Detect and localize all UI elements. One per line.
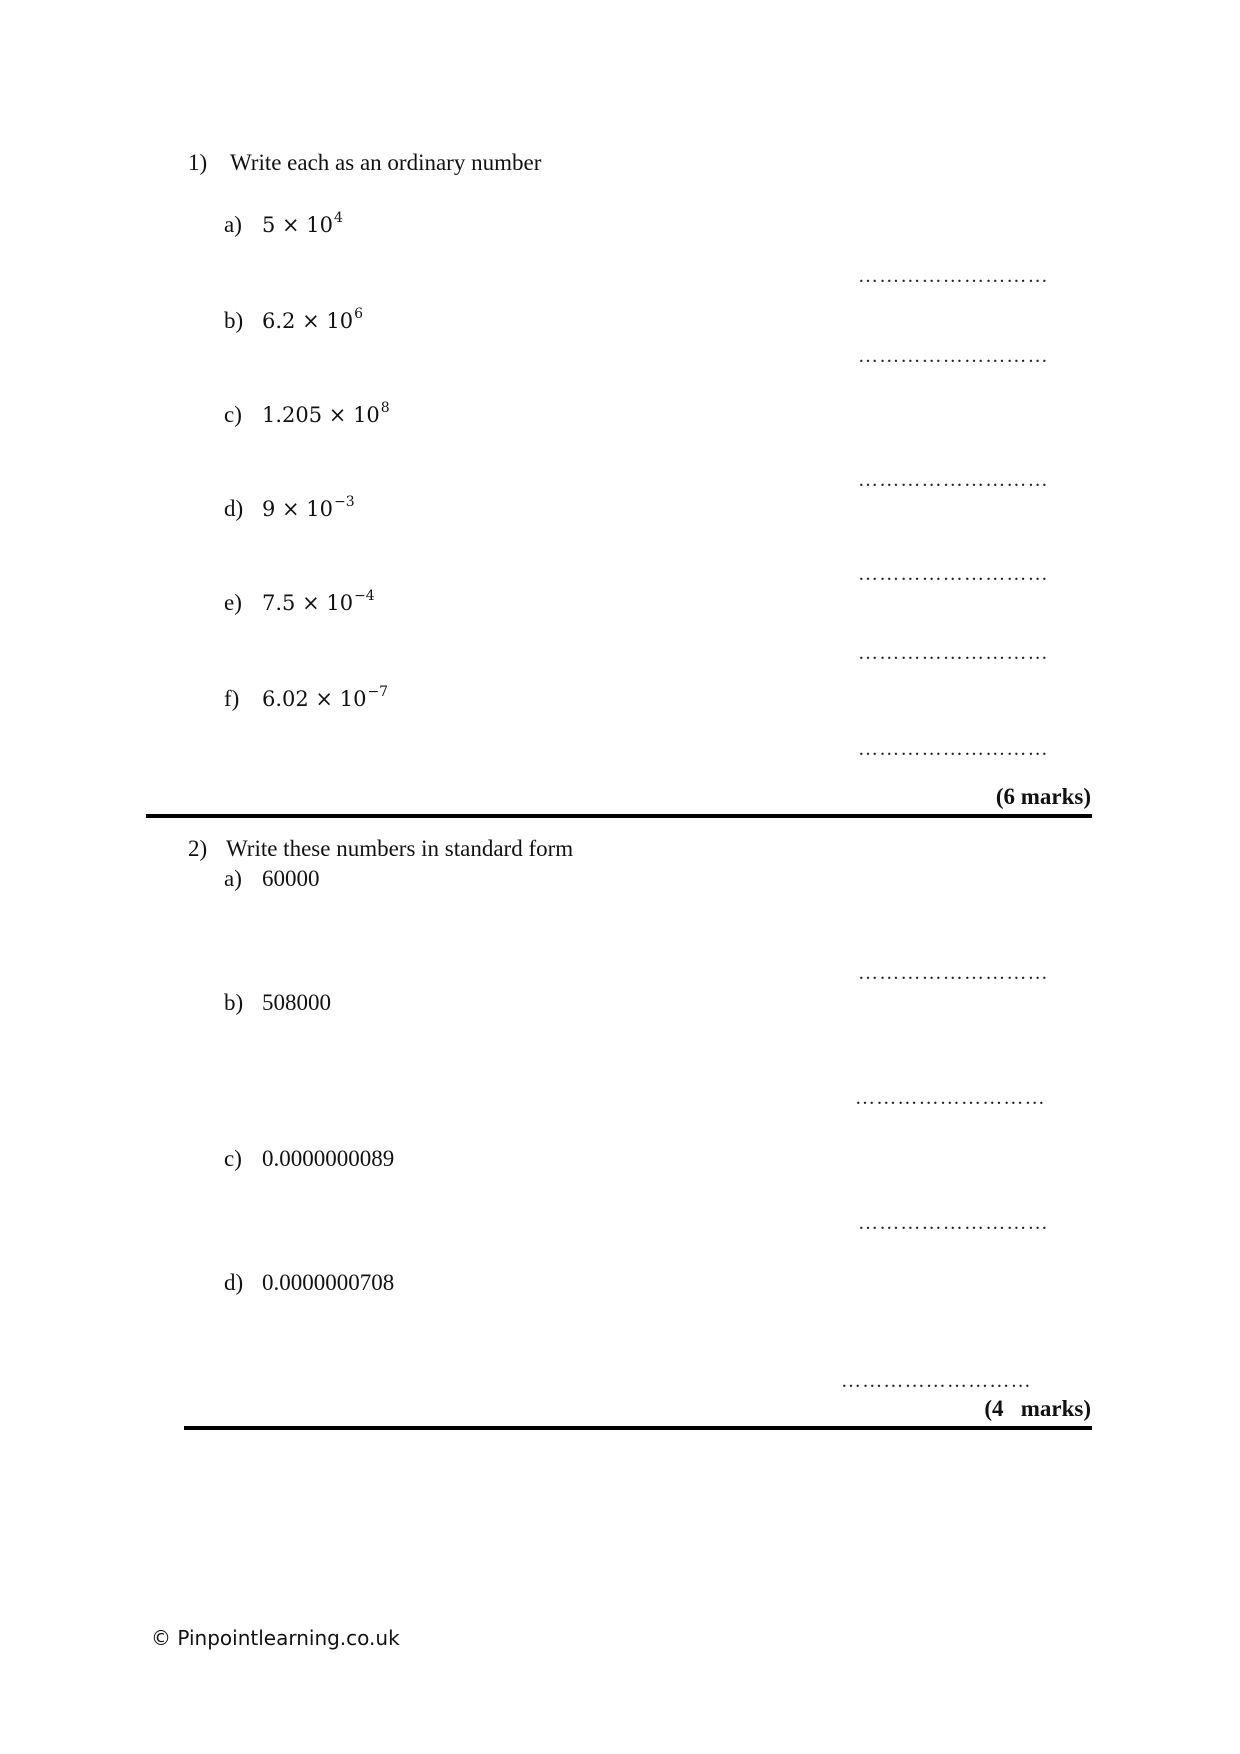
question-1-heading <box>188 150 541 176</box>
q1-marks: (6 marks) <box>995 784 1091 809</box>
answer-line[interactable]: ……………………… <box>858 345 1049 367</box>
expression: 6.2 × 10 <box>262 309 354 333</box>
q2-marks: (4 marks) <box>984 1396 1091 1421</box>
part-label: a) <box>224 212 242 237</box>
section-divider <box>146 814 1092 818</box>
question-title: Write these numbers in standard form <box>226 836 574 861</box>
exponent: −3 <box>334 494 355 510</box>
part-label: a) <box>224 866 242 891</box>
question-number: 1) <box>188 150 208 175</box>
part-label: d) <box>224 496 244 521</box>
q1-part-f <box>224 686 388 712</box>
question-2-heading <box>188 836 573 862</box>
answer-line[interactable]: ……………………… <box>858 962 1049 984</box>
expression: 6.02 × 10 <box>262 687 367 711</box>
answer-line[interactable]: ……………………… <box>841 1370 1032 1392</box>
part-label: b) <box>224 990 244 1015</box>
q1-part-d <box>224 496 355 522</box>
answer-line[interactable]: ……………………… <box>858 469 1049 491</box>
answer-line[interactable]: ……………………… <box>858 738 1049 760</box>
part-label: c) <box>224 1146 242 1171</box>
exponent: 6 <box>354 306 363 322</box>
question-title: Write each as an ordinary number <box>230 150 542 175</box>
value: 60000 <box>262 866 320 891</box>
part-label: c) <box>224 402 242 427</box>
part-label: f) <box>224 686 240 711</box>
answer-line[interactable]: ……………………… <box>858 642 1049 664</box>
q1-part-c <box>224 402 390 428</box>
expression: 7.5 × 10 <box>262 591 354 615</box>
q1-part-e <box>224 590 375 616</box>
expression: 1.205 × 10 <box>262 403 380 427</box>
q1-part-a <box>224 212 343 238</box>
part-label: d) <box>224 1270 244 1295</box>
q1-part-b <box>224 308 363 334</box>
q2-part-a <box>224 866 320 892</box>
value: 508000 <box>262 990 331 1015</box>
answer-line[interactable]: ……………………… <box>858 563 1049 585</box>
answer-line[interactable]: ……………………… <box>858 265 1049 287</box>
q2-part-d <box>224 1270 394 1296</box>
part-label: e) <box>224 590 242 615</box>
expression: 9 × 10 <box>262 497 334 521</box>
exponent: −4 <box>354 588 375 604</box>
answer-line[interactable]: ……………………… <box>858 1212 1049 1234</box>
expression: 5 × 10 <box>262 213 334 237</box>
question-number: 2) <box>188 836 208 861</box>
copyright-footer: © Pinpointlearning.co.uk <box>151 1626 400 1650</box>
q2-part-b <box>224 990 331 1016</box>
part-label: b) <box>224 308 244 333</box>
value: 0.0000000089 <box>262 1146 395 1171</box>
value: 0.0000000708 <box>262 1270 395 1295</box>
exponent: −7 <box>367 684 389 700</box>
exponent: 4 <box>334 210 343 226</box>
answer-line[interactable]: ……………………… <box>855 1087 1046 1109</box>
exponent: 8 <box>380 400 390 416</box>
q2-part-c <box>224 1146 394 1172</box>
section-divider <box>184 1426 1092 1430</box>
